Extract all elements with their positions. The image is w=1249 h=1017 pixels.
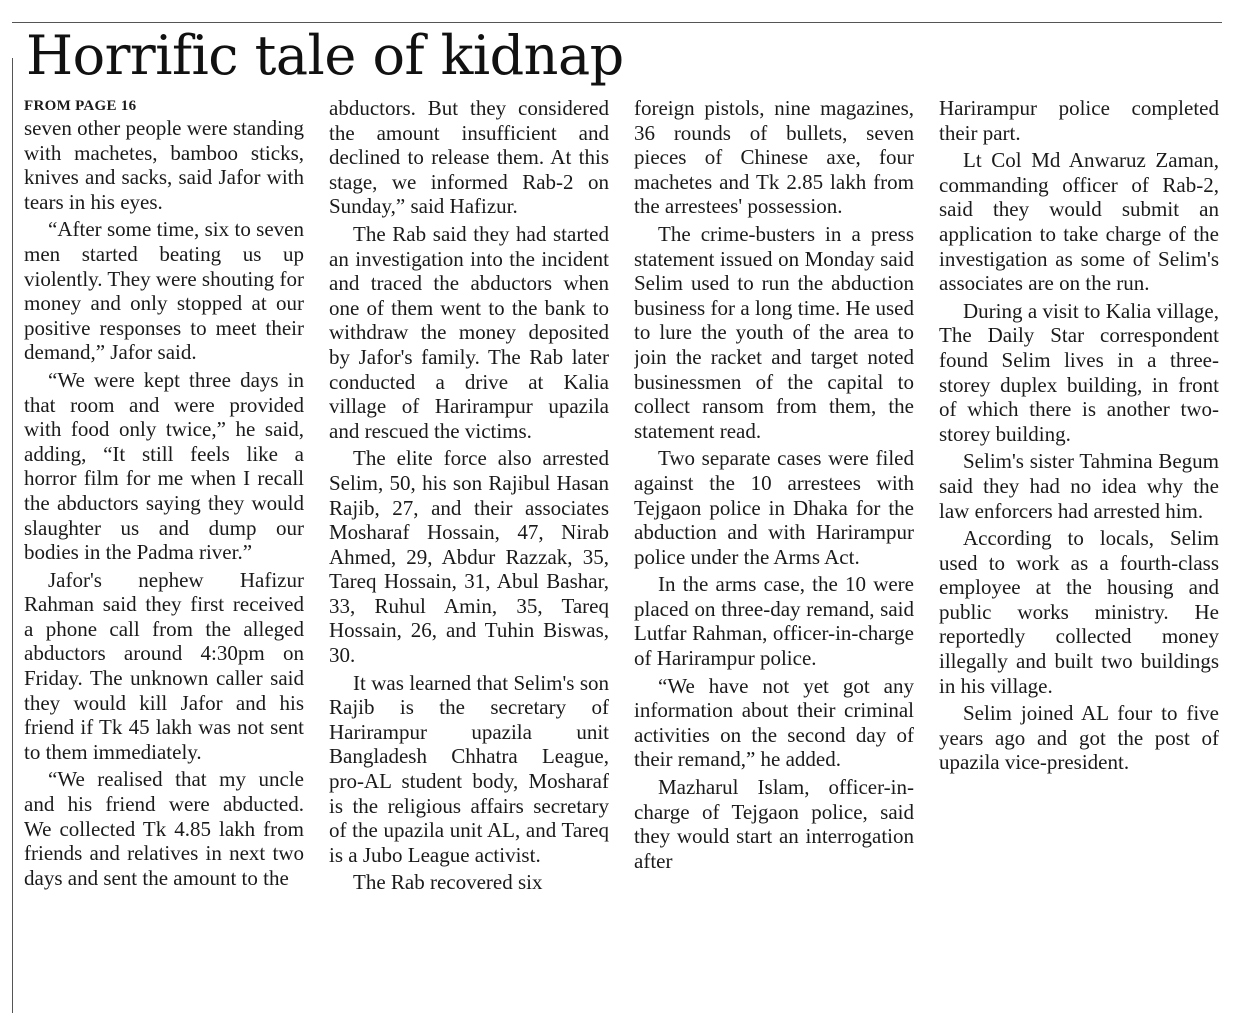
paragraph: Selim's sister Tahmina Begum said they had no idea why the law enforcers had arrested him. <box>939 449 1219 523</box>
column-2 <box>329 96 609 1014</box>
paragraph: The crime-busters in a press statement issued on Monday said Selim used to run the abduction business for a long time. He used to lure the youth of the area to join the racket and target noted businessmen of the capital to collect ransom from them, the statement read. <box>634 221 914 443</box>
paragraph: Two separate cases were filed against the 10 arrestees with Tejgaon police in Dhaka for the abduction and with Harirampur police under the Arms Act. <box>634 446 914 569</box>
paragraph: “We have not yet got any information about their criminal activities on the second day of their remand,” he added. <box>634 673 914 772</box>
paragraph: Harirampur police completed their part. <box>939 96 1219 145</box>
paragraph: “After some time, six to seven men started beating us up violently. They were shouting for money and only stopped at our positive responses to meet their demand,” Jafor said. <box>24 217 304 365</box>
paragraph: Jafor's nephew Hafizur Rahman said they first received a phone call from the alleged abductors around 4:30pm on Friday. The unknown caller said they would kill Jafor and his friend if Tk 45 lakh was not sent to them immediately. <box>24 567 304 764</box>
paragraph: The Rab said they had started an investigation into the incident and traced the abductors when one of them went to the bank to withdraw the money deposited by Jafor's family. The Rab later conducted a drive at Kalia village of Harirampur upazila and rescued the victims. <box>329 221 609 443</box>
article-body <box>24 96 1224 1014</box>
paragraph: “We were kept three days in that room and were provided with food only twice,” he said, adding, “It still feels like a horror film for me when I recall the abductors saying they would slaughter us and dump our bodies in the Padma river.” <box>24 367 304 565</box>
paragraph: abductors. But they considered the amount insufficient and declined to release them. At this stage, we informed Rab-2 on Sunday,” said Hafizur. <box>329 96 609 219</box>
column-4 <box>939 96 1219 1014</box>
jump-label: FROM PAGE 16 <box>24 98 137 114</box>
paragraph: foreign pistols, nine magazines, 36 rounds of bullets, seven pieces of Chinese axe, four machetes and Tk 2.85 lakh from the arrestees' possession. <box>634 96 914 219</box>
paragraph: Lt Col Md Anwaruz Zaman, commanding officer of Rab-2, said they would submit an application to take charge of the investigation as some of Selim's associates are on the run. <box>939 148 1219 296</box>
paragraph: The Rab recovered six <box>353 870 543 895</box>
headline: Horrific tale of kidnap <box>26 24 624 87</box>
paragraph: Mazharul Islam, officer-in-charge of Tejgaon police, said they would start an interrogation after <box>634 775 914 873</box>
paragraph: “We realised that my uncle and his friend were abducted. We collected Tk 4.85 lakh from friends and relatives in next two days and sent the amount to the <box>24 767 304 890</box>
paragraph: During a visit to Kalia village, The Daily Star correspondent found Selim lives in a three-storey duplex building, in front of which there is another two-storey building. <box>939 298 1219 446</box>
paragraph: Selim joined AL four to five years ago and got the post of upazila vice-president. <box>939 701 1219 775</box>
column-3 <box>634 96 914 1014</box>
paragraph: According to locals, Selim used to work as a fourth-class employee at the housing and public works ministry. He reportedly collected money illegally and built two buildings in his village. <box>939 526 1219 698</box>
paragraph: The elite force also arrested Selim, 50, his son Rajibul Hasan Rajib, 27, and their associates Mosharaf Hossain, 47, Nirab Ahmed, 29, Abdur Razzak, 35, Tareq Hossain, 31, Abul Bashar, 33, Ruhul Amin, 35, Tareq Hossain, 26, and Tuhin Biswas, 30. <box>329 446 609 668</box>
column-1 <box>24 96 304 1014</box>
paragraph: seven other people were standing with machetes, bamboo sticks, knives and sacks, said Jafor with tears in his eyes. <box>24 116 304 214</box>
paragraph: In the arms case, the 10 were placed on three-day remand, said Lutfar Rahman, officer-in-charge of Harirampur police. <box>634 572 914 671</box>
left-rule <box>12 58 13 1013</box>
paragraph: It was learned that Selim's son Rajib is the secretary of Harirampur upazila unit Bangladesh Chhatra League, pro-AL student body, Mosharaf is the religious affairs secretary of the upazila unit AL, and Tareq is a Jubo League activist. <box>329 670 609 867</box>
